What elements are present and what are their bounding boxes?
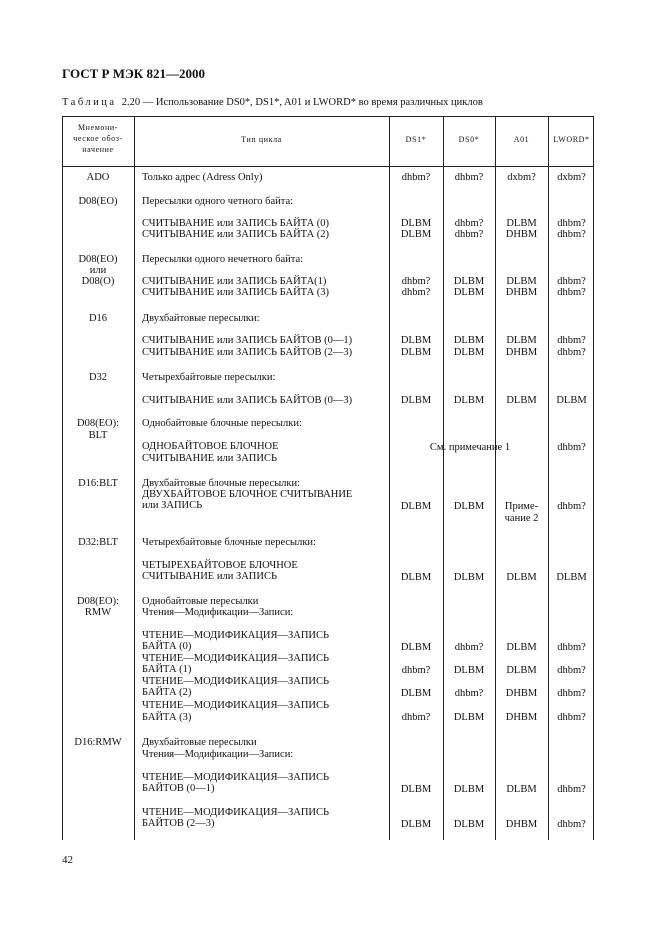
ds1-value: dhbm?	[401, 172, 431, 183]
cycle-description: БАЙТА (0)	[142, 641, 192, 652]
cycle-description: СЧИТЫВАНИЕ или ЗАПИСЬ	[142, 453, 277, 464]
header-mnemonic-line1: Мнемони-	[77, 123, 119, 132]
table-caption-text: 2.20 — Использование DS0*, DS1*, A01 и LWORD* во время различных циклов	[121, 97, 483, 108]
ds0-value: dhbm?	[454, 229, 484, 240]
lword-value: dhbm?	[557, 665, 586, 676]
a01-note-line2: чание 2	[504, 513, 539, 524]
cycle-description: СЧИТЫВАНИЕ или ЗАПИСЬ БАЙТА (2)	[142, 229, 330, 240]
a01-note-line1: Приме-	[504, 501, 539, 512]
mnemonic-d08eo-blt: D08(EO):	[77, 418, 119, 429]
lword-value: dhbm?	[557, 501, 586, 512]
ds1-value: DLBM	[400, 335, 432, 346]
ds0-value: dhbm?	[454, 172, 484, 183]
cycle-description: БАЙТОВ (0—1)	[142, 783, 215, 794]
a01-value: DLBM	[506, 335, 537, 346]
document-header: ГОСТ Р МЭК 821—2000	[62, 66, 205, 81]
mnemonic-ado: ADO	[86, 172, 110, 183]
ds1-value: DLBM	[400, 218, 432, 229]
lword-value: dhbm?	[557, 819, 586, 830]
mnemonic-d08eo-rmw: D08(EO):	[77, 596, 119, 607]
cycle-description: СЧИТЫВАНИЕ или ЗАПИСЬ БАЙТОВ (2—3)	[142, 347, 353, 358]
ds0-value: dhbm?	[454, 688, 484, 699]
cycle-description: ЧТЕНИЕ—МОДИФИКАЦИЯ—ЗАПИСЬ	[142, 676, 330, 687]
lword-value: dhbm?	[557, 218, 586, 229]
group-title: Двухбайтовые пересылки	[142, 737, 257, 748]
lword-value: dhbm?	[557, 712, 586, 723]
ds0-value: dhbm?	[454, 642, 484, 653]
cycle-description: СЧИТЫВАНИЕ или ЗАПИСЬ БАЙТОВ (0—1)	[142, 335, 353, 346]
ds0-value: DLBM	[453, 819, 485, 830]
group-subtitle: Чтения—Модификации—Записи:	[142, 607, 294, 618]
a01-value: DLBM	[506, 642, 537, 653]
cycle-description: ЧЕТЫРЕХБАЙТОВОЕ БЛОЧНОЕ	[142, 560, 298, 571]
header-cycle-type: Тип цикла	[241, 135, 282, 144]
ds0-value: DLBM	[453, 395, 485, 406]
lword-value: DLBM	[556, 572, 587, 583]
cycle-description: ДВУХБАЙТОВОЕ БЛОЧНОЕ СЧИТЫВАНИЕ	[142, 489, 353, 500]
a01-value: DHBM	[505, 287, 538, 298]
ds1-value: DLBM	[400, 572, 432, 583]
mnemonic-rmw: RMW	[84, 607, 112, 618]
cycle-description: ЧТЕНИЕ—МОДИФИКАЦИЯ—ЗАПИСЬ	[142, 772, 330, 783]
ds0-value: DLBM	[453, 712, 485, 723]
table-caption	[62, 97, 483, 108]
cycle-description: ОДНОБАЙТОВОЕ БЛОЧНОЕ	[142, 441, 279, 452]
cycle-description: БАЙТОВ (2—3)	[142, 818, 215, 829]
a01-value: DLBM	[506, 276, 537, 287]
ds1-value: DLBM	[400, 395, 432, 406]
header-lword: LWORD*	[553, 135, 590, 144]
signal-usage-table	[62, 116, 594, 840]
lword-value: dhbm?	[557, 229, 586, 240]
cycle-description: СЧИТЫВАНИЕ или ЗАПИСЬ	[142, 571, 277, 582]
a01-value: DLBM	[506, 218, 537, 229]
ds1-value: DLBM	[400, 347, 432, 358]
ds0-value: DLBM	[453, 501, 485, 512]
cycle-description: или ЗАПИСЬ	[142, 500, 203, 511]
mnemonic-d08eo: D08(EO)	[78, 196, 118, 207]
group-title: Четырехбайтовые блочные пересылки:	[142, 537, 316, 548]
cycle-description: СЧИТЫВАНИЕ или ЗАПИСЬ БАЙТА (3)	[142, 287, 330, 298]
a01-value: DHBM	[505, 229, 538, 240]
ds0-value: DLBM	[453, 335, 485, 346]
page-number: 42	[62, 854, 73, 866]
lword-value: dhbm?	[557, 642, 586, 653]
mnemonic-d08eo: D08(EO)	[78, 254, 118, 265]
ds0-value: DLBM	[453, 287, 485, 298]
a01-value: DLBM	[506, 665, 537, 676]
mnemonic-d32-blt: D32:BLT	[78, 537, 118, 548]
a01-value: dxbm?	[507, 172, 536, 183]
cycle-description: ЧТЕНИЕ—МОДИФИКАЦИЯ—ЗАПИСЬ	[142, 630, 330, 641]
cycle-description: Только адрес (Adress Only)	[142, 172, 263, 183]
ds1-value: dhbm?	[401, 665, 431, 676]
lword-value: dhbm?	[557, 287, 586, 298]
lword-value: dxbm?	[557, 172, 586, 183]
cycle-description: СЧИТЫВАНИЕ или ЗАПИСЬ БАЙТА(1)	[142, 276, 327, 287]
header-mnemonic-line2: ческое обоз-	[73, 134, 123, 143]
header-ds1: DS1*	[405, 135, 427, 144]
column-divider	[134, 116, 135, 840]
cycle-description: БАЙТА (1)	[142, 664, 192, 675]
cycle-description: ЧТЕНИЕ—МОДИФИКАЦИЯ—ЗАПИСЬ	[142, 653, 330, 664]
mnemonic-or: или	[89, 265, 107, 276]
group-title: Однобайтовые пересылки	[142, 596, 259, 607]
cycle-description: ЧТЕНИЕ—МОДИФИКАЦИЯ—ЗАПИСЬ	[142, 807, 330, 818]
lword-value: dhbm?	[557, 335, 586, 346]
mnemonic-d16-rmw: D16:RMW	[74, 737, 122, 748]
ds1-value: dhbm?	[401, 276, 431, 287]
a01-value: DHBM	[505, 712, 538, 723]
table-caption-label: Таблица	[62, 97, 117, 108]
ds1-value: DLBM	[400, 784, 432, 795]
lword-value: dhbm?	[557, 442, 586, 453]
lword-value: dhbm?	[557, 688, 586, 699]
ds0-value: DLBM	[453, 347, 485, 358]
ds1-value: DLBM	[400, 819, 432, 830]
cycle-description: СЧИТЫВАНИЕ или ЗАПИСЬ БАЙТОВ (0—3)	[142, 395, 353, 406]
group-title: Четырехбайтовые пересылки:	[142, 372, 276, 383]
group-title: Двухбайтовые пересылки:	[142, 313, 260, 324]
lword-value: dhbm?	[557, 347, 586, 358]
table-border-top	[62, 116, 594, 117]
ds0-value: dhbm?	[454, 218, 484, 229]
note-reference: См. примечание 1	[429, 442, 511, 453]
ds1-value: DLBM	[400, 229, 432, 240]
mnemonic-d08o: D08(O)	[81, 276, 115, 287]
ds1-value: dhbm?	[401, 287, 431, 298]
a01-value: DLBM	[506, 395, 537, 406]
a01-value: DLBM	[506, 784, 537, 795]
group-title: Пересылки одного четного байта:	[142, 196, 294, 207]
ds1-value: DLBM	[400, 688, 432, 699]
group-title: Пересылки одного нечетного байта:	[142, 254, 304, 265]
header-divider	[62, 166, 594, 167]
a01-value: DHBM	[505, 347, 538, 358]
ds0-value: DLBM	[453, 784, 485, 795]
header-mnemonic-line3: начение	[82, 145, 114, 154]
cycle-description: БАЙТА (3)	[142, 712, 192, 723]
mnemonic-d16: D16	[88, 313, 108, 324]
ds1-value: dhbm?	[401, 712, 431, 723]
a01-value: DLBM	[506, 572, 537, 583]
cycle-description: БАЙТА (2)	[142, 687, 192, 698]
lword-value: dhbm?	[557, 784, 586, 795]
ds0-value: DLBM	[453, 276, 485, 287]
ds0-value: DLBM	[453, 572, 485, 583]
a01-value: DHBM	[505, 688, 538, 699]
cycle-description: ЧТЕНИЕ—МОДИФИКАЦИЯ—ЗАПИСЬ	[142, 700, 330, 711]
group-title: Двухбайтовые блочные пересылки:	[142, 478, 301, 489]
ds0-value: DLBM	[453, 665, 485, 676]
ds1-value: DLBM	[400, 501, 432, 512]
ds1-value: DLBM	[400, 642, 432, 653]
group-title: Однобайтовые блочные пересылки:	[142, 418, 302, 429]
cycle-description: СЧИТЫВАНИЕ или ЗАПИСЬ БАЙТА (0)	[142, 218, 330, 229]
header-a01: A01	[513, 135, 530, 144]
mnemonic-d16-blt: D16:BLT	[78, 478, 118, 489]
lword-value: dhbm?	[557, 276, 586, 287]
a01-value: DHBM	[505, 819, 538, 830]
header-ds0: DS0*	[458, 135, 480, 144]
lword-value: DLBM	[556, 395, 587, 406]
group-subtitle: Чтения—Модификации—Записи:	[142, 749, 294, 760]
mnemonic-blt: BLT	[88, 430, 108, 441]
mnemonic-d32: D32	[88, 372, 108, 383]
